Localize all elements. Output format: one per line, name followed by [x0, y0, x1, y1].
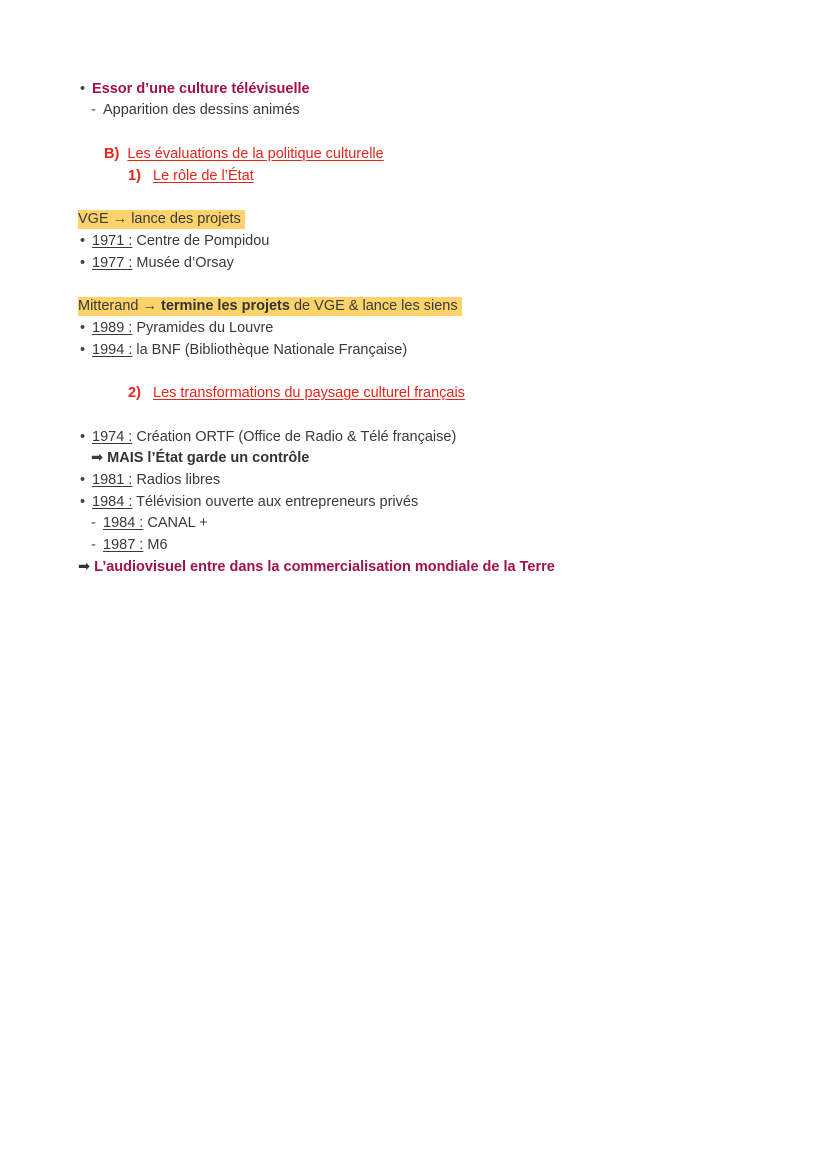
- year: 1984 :: [92, 494, 133, 510]
- arrow-icon: →: [142, 298, 157, 314]
- bullet-icon: •: [80, 255, 86, 271]
- list-item: [80, 253, 234, 273]
- section-letter: B): [104, 146, 120, 162]
- item-text: la BNF (Bibliothèque Nationale Française): [136, 342, 408, 358]
- mitterand-heading: [78, 296, 462, 316]
- list-item: [80, 231, 269, 251]
- subsection-title: Le rôle de l’État: [153, 168, 254, 184]
- bullet-icon: •: [80, 494, 86, 510]
- subsection-number: 2): [128, 385, 141, 401]
- item-text: Pyramides du Louvre: [136, 320, 274, 336]
- item-text: Centre de Pompidou: [136, 233, 270, 249]
- subsection-title: Les transformations du paysage culturel français: [153, 385, 465, 401]
- conclusion-line: [78, 557, 555, 577]
- note-line: [91, 448, 309, 468]
- bullet-icon: •: [80, 320, 86, 336]
- arrow-icon: →: [112, 211, 128, 227]
- conclusion-text: L’audiovisuel entre dans la commercialisation mondiale de la Terre: [94, 559, 555, 575]
- item-text: CANAL +: [147, 515, 208, 531]
- list-item: [80, 470, 220, 490]
- dash-icon: -: [91, 515, 96, 531]
- year: 1987 :: [103, 537, 144, 553]
- year: 1989 :: [92, 320, 133, 336]
- list-item: [80, 492, 418, 512]
- year: 1994 :: [92, 342, 133, 358]
- bullet-icon: •: [80, 472, 86, 488]
- subsection-heading-2: [128, 383, 465, 403]
- item-text: Création ORTF (Office de Radio & Télé française): [136, 429, 457, 445]
- dash-icon: -: [91, 537, 96, 553]
- note-text: MAIS l’État garde un contrôle: [107, 450, 310, 466]
- highlight: [78, 297, 462, 316]
- bullet-icon: •: [80, 233, 86, 249]
- sub-list-item: [91, 535, 168, 555]
- dash-text: Apparition des dessins animés: [103, 102, 300, 118]
- mitterand-name: Mitterand: [78, 298, 139, 314]
- list-item: [80, 318, 273, 338]
- year: 1981 :: [92, 472, 133, 488]
- bullet-item-tv-culture: [80, 79, 310, 99]
- list-item: [80, 340, 407, 360]
- mitterand-action: de VGE & lance les siens: [293, 298, 458, 314]
- year: 1974 :: [92, 429, 133, 445]
- item-text: Télévision ouverte aux entrepreneurs privés: [136, 494, 419, 510]
- arrow-right-icon: ➡: [91, 450, 104, 466]
- bullet-icon: •: [80, 429, 86, 445]
- subsection-number: 1): [128, 168, 141, 184]
- highlight: [78, 210, 245, 229]
- year: 1984 :: [103, 515, 144, 531]
- dash-icon: -: [91, 102, 96, 118]
- bullet-text: Essor d’une culture télévisuelle: [92, 81, 310, 97]
- subsection-heading-1: [128, 166, 254, 186]
- mitterand-action-bold: termine les projets: [161, 298, 290, 314]
- item-text: Musée d’Orsay: [136, 255, 234, 271]
- sub-list-item: [91, 513, 208, 533]
- item-text: M6: [147, 537, 168, 553]
- bullet-icon: •: [80, 81, 86, 97]
- item-text: Radios libres: [136, 472, 221, 488]
- year: 1977 :: [92, 255, 133, 271]
- vge-action: lance des projets: [131, 211, 241, 227]
- year: 1971 :: [92, 233, 133, 249]
- arrow-right-icon: ➡: [78, 559, 91, 575]
- list-item: [80, 427, 456, 447]
- bullet-icon: •: [80, 342, 86, 358]
- dash-item-cartoons: [91, 100, 300, 120]
- section-heading-b: [104, 144, 384, 164]
- vge-heading: [78, 209, 245, 229]
- vge-name: VGE: [78, 211, 109, 227]
- section-title: Les évaluations de la politique culturelle: [127, 146, 384, 162]
